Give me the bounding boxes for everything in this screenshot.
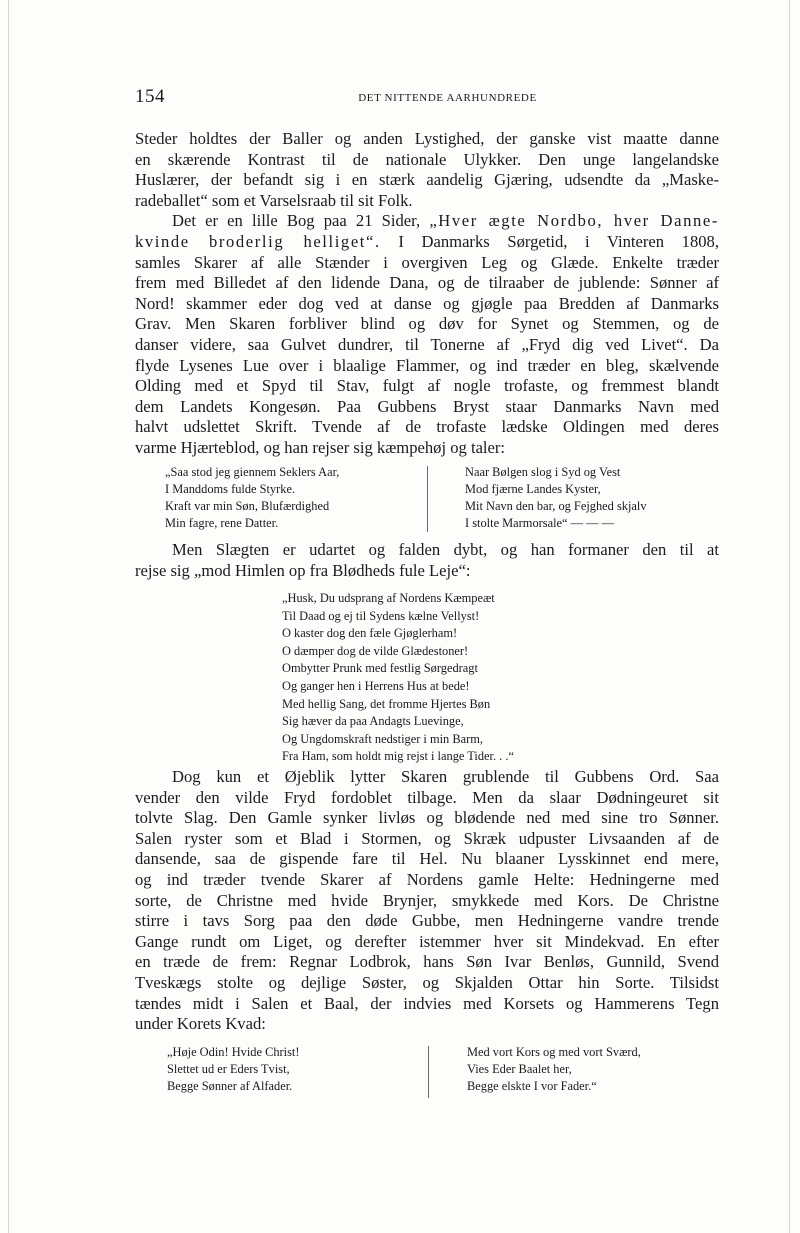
text-line: under Korets Kvad: [135,1014,266,1034]
verse-line: O kaster dog den fæle Gjøglerham! [282,626,458,641]
verse-line: Mit Navn den bar, og Fejghed skjalv [465,499,647,513]
running-title: DET NITTENDE AARHUNDREDE [358,92,537,104]
text-line [135,211,719,232]
text-line: dansende, saa de gispende fare til Hel. Nu blaaner Lysskinnet end mere, [135,849,719,869]
verse-column-right [467,1044,641,1095]
verse-line: Sig hæver da paa Andagts Luevinge, [282,714,464,729]
paragraph-2 [135,211,719,458]
text-line: Huslærer, der befandt sig i en stærk aandelig Gjæring, udsendte da „Maske- [135,170,719,190]
text-line [135,232,719,253]
verse-line: Kraft var min Søn, Blufærdighed [165,499,330,513]
verse-line: Slettet ud er Eders Tvist, [167,1062,290,1076]
text-line: rejse sig „mod Himlen op fra Blødheds fule Leje“: [135,560,471,580]
verse-line: Og ganger hen i Herrens Hus at bede! [282,678,470,693]
text-line: vender den vilde Fryd fordoblet tilbage. Men da slaar Dødningeuret sit [135,787,719,807]
text-fragment: Det er en lille Bog paa 21 Sider, [172,211,430,231]
text-line: Olding med et Spyd til Stav, fulgt af nogle trofaste, og fremmest blandt [135,376,719,396]
text-line: tændes midt i Salen et Baal, der indvies med Korsets og Hammerens Tegn [135,993,719,1013]
paragraph-1 [135,129,719,211]
verse-column-left [165,464,339,532]
text-line: tolvte Slag. Den Gamle synker livløs og blødende ned med sine tro Sønner. [135,808,719,828]
text-line: en skærende Kontrast til de nationale Ulykker. Den unge langelandske [135,149,719,169]
paragraph-4 [135,767,719,1035]
verse-line: Min fagre, rene Datter. [165,516,279,530]
text-line: sorte, de Christne med hvide Brynjer, smykkede med Kors. De Christne [135,890,719,910]
text-line: Nord! skammer eder dog ved at danse og gjøgle paa Bredden af Danmarks [135,293,719,313]
verse-divider [428,1046,429,1098]
text-line: Tveskægs stolte og dejlige Søster, og Skjalden Ottar hin Sorte. Tilsidst [135,972,719,992]
verse-line: I stolte Marmorsale“ — — — [465,516,614,530]
verse-line: Vies Eder Baalet her, [467,1062,572,1076]
text-line: danser videre, saa Gulvet dundrer, til Tonerne af „Fryd dig ved Livet“. Da [135,334,719,354]
text-line: radeballet“ som et Varselsraab til sit Folk. [135,190,413,210]
text-line: stirre i tavs Sorg paa den døde Gubbe, men Hedningerne vandre trende [135,911,719,931]
verse-line: Og Ungdomskraft nedstiger i min Barm, [282,731,483,746]
verse-line: Begge elskte I vor Fader.“ [467,1079,597,1093]
main-text [135,129,719,459]
verse-line: Ombytter Prunk med festlig Sørgedragt [282,661,478,676]
text-line: halvt udslettet Skrift. Tvende af de trofaste lædske Oldingen med deres [135,417,719,437]
verse-line: Begge Sønner af Alfader. [167,1079,293,1093]
text-line: og ind træder tvende Skarer af Nordens gamle Helte: Hedningerne med [135,869,719,889]
book-dedication: „Hver ægte Nordbo, hver Danne- [429,211,719,231]
book-dedication-cont: kvinde broderlig helliget“. [135,231,381,251]
text-line: Steder holdtes der Baller og anden Lystighed, der ganske vist maatte danne [135,129,719,148]
text-line: en træde de frem: Regnar Lodbrok, hans Søn Ivar Benløs, Gunnild, Svend [135,952,719,972]
page-number: 154 [135,86,165,107]
text-line: Salen ryster som et Blad i Stormen, og Skræk udpuster Livsaanden af de [135,828,719,848]
verse-line: „Saa stod jeg giennem Seklers Aar, [165,465,340,479]
text-line: Dog kun et Øjeblik lytter Skaren grublende til Gubbens Ord. Saa [172,767,719,786]
verse-line: „Husk, Du udsprang af Nordens Kæmpeæt [282,591,495,605]
text-line: Men Slægten er udartet og falden dybt, og han formaner den til at [172,540,719,559]
page-header [135,86,720,108]
text-line: Gange rundt om Liget, og derefter istemmer hver sit Mindekvad. En efter [135,931,719,951]
text-line: flyde Lysenes Lue over i blaalige Flammer, og ind træder en bleg, skælvende [135,355,719,375]
verse-line: Til Daad og ej til Sydens kælne Vellyst! [282,608,480,623]
verse-column-left [167,1044,300,1095]
verse-line: Med vort Kors og med vort Sværd, [467,1045,641,1059]
verse-line: „Høje Odin! Hvide Christ! [167,1045,300,1059]
paragraph-3 [135,540,719,581]
verse-line: Mod fjærne Landes Kyster, [465,482,601,496]
verse-line: Med hellig Sang, det fromme Hjertes Bøn [282,696,491,711]
verse-divider [427,466,428,532]
verse-block-1 [165,464,725,536]
verse-line: Fra Ham, som holdt mig rejst i lange Tider. . .“ [282,749,514,764]
verse-line: I Manddoms fulde Styrke. [165,482,296,496]
text-line: varme Hjærteblod, og han rejser sig kæmpehøj og taler: [135,437,506,457]
text-line: Grav. Men Skaren forbliver blind og døv for Synet og Stemmen, og de [135,314,719,334]
verse-block-2 [282,590,514,766]
text-line: samles Skarer af alle Stænder i overgiven Leg og Glæde. Enkelte træder [135,252,719,272]
text-fragment: I Danmarks Sørgetid, i Vinteren 1808, [380,231,720,251]
text-line: dem Landets Kongesøn. Paa Gubbens Bryst staar Danmarks Navn med [135,396,719,416]
verse-line: Naar Bølgen slog i Syd og Vest [465,465,621,479]
text-line: frem med Billedet af den lidende Dana, og de tilraaber de jublende: Sønner af [135,273,719,293]
verse-line: O dæmper dog de vilde Glædestoner! [282,643,469,658]
verse-block-3 [167,1044,727,1100]
verse-column-right [465,464,647,532]
